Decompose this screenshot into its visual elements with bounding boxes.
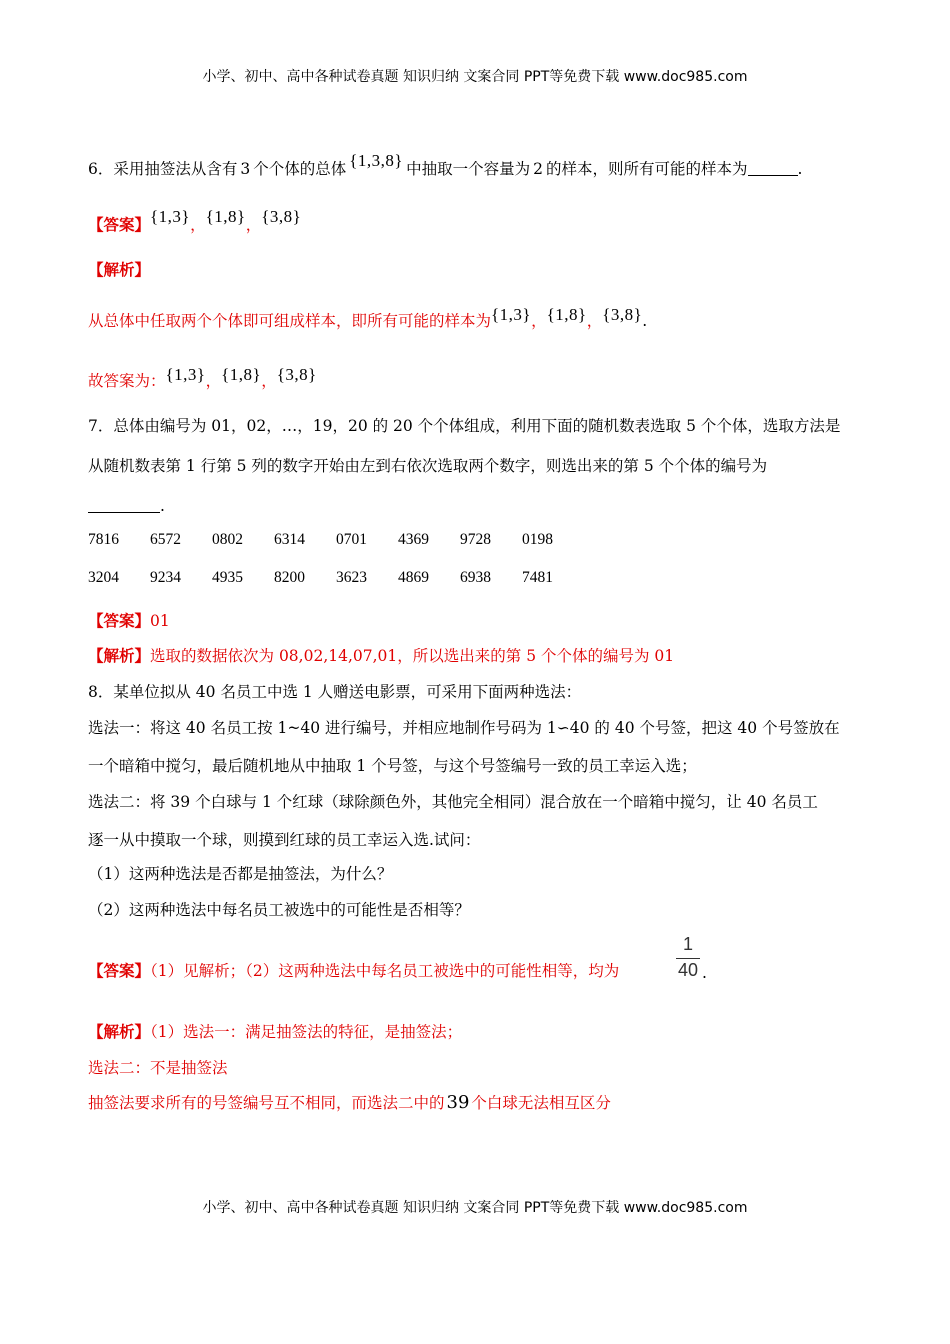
q6-stem-part: 中抽取一个容量为	[406, 160, 531, 178]
q6-stem-part: .	[797, 160, 803, 178]
q6-analysis-text: 从总体中任取两个个体即可组成样本，即所有可能的样本为	[88, 312, 492, 330]
q8-line-2: 选法一：将这 40 名员工按 1~40 进行编号，并相应地制作号码为 1∽40 的 40 个号签，把这 40 个号签放在	[88, 719, 840, 737]
analysis-label: 【解析】	[88, 1022, 151, 1041]
answer-label: 【答案】	[88, 215, 151, 234]
fraction-denominator: 40	[677, 960, 699, 980]
q6-analysis-label: 【解析】	[88, 260, 151, 279]
table-cell: 4369	[398, 531, 429, 548]
q7-line-2: 从随机数表第 1 行第 5 列的数字开始由左到右依次选取两个数字，则选出来的第 5 个个体的编号为	[88, 457, 768, 475]
q6-sample-3: {3,8}	[261, 207, 302, 226]
q6-num: 3	[240, 160, 251, 178]
q6-conclusion	[88, 365, 317, 391]
table-cell: 0198	[522, 531, 553, 548]
q6-sample-1: {1,3}	[165, 365, 206, 384]
q6-answer	[88, 207, 301, 235]
table-cell: 4935	[212, 569, 243, 586]
q8-answer	[88, 961, 619, 981]
separator: ，	[586, 312, 603, 330]
q6-sample-1: {1,3}	[491, 305, 532, 324]
q6-stem-part: 6．采用抽签法从含有	[88, 160, 238, 178]
q6-stem	[88, 151, 802, 179]
q8-sub-1: （1）这两种选法是否都是抽签法，为什么？	[88, 865, 393, 883]
table-cell: 7816	[88, 531, 119, 548]
q7-line-end: .	[160, 497, 165, 515]
random-number-table	[88, 531, 584, 587]
conclusion-label: 故答案为：	[88, 372, 166, 390]
table-cell: 4869	[398, 569, 429, 586]
q6-sample-3: {3,8}	[276, 365, 317, 384]
q8-analysis-text: （1）选法一：满足抽签法的特征，是抽签法；	[150, 1023, 463, 1041]
q6-stem-part: 个个体的总体	[253, 160, 347, 178]
q7-analysis-text: 选取的数据依次为 08,02,14,07,01，所以选出来的第 5 个个体的编号为 01	[150, 647, 675, 665]
q6-sample-1: {1,3}	[150, 207, 191, 226]
table-cell: 9234	[150, 569, 181, 586]
q8-line-4: 选法二：将 39 个白球与 1 个红球（球除颜色外，其他完全相同）混合放在一个暗箱中搅匀，让 40 名员工	[88, 793, 818, 811]
q7-analysis	[88, 646, 674, 666]
q8-line-1: 8．某单位拟从 40 名员工中选 1 人赠送电影票，可采用下面两种选法：	[88, 683, 582, 701]
table-cell: 0701	[336, 531, 367, 548]
q6-sample-2: {1,8}	[221, 365, 262, 384]
table-cell: 6572	[150, 531, 181, 548]
q7-line-1: 7．总体由编号为 01，02，…，19，20 的 20 个个体组成，利用下面的随机数表选取 5 个个体，选取方法是	[88, 417, 841, 435]
page-header: 小学、初中、高中各种试卷真题 知识归纳 文案合同 PPT等免费下载 www.doc985.com	[202, 69, 748, 85]
q6-sample-2: {1,8}	[205, 207, 246, 226]
q8-analysis-3	[88, 1093, 611, 1113]
q6-num: 2	[533, 160, 543, 178]
q8-analysis-text: 抽签法要求所有的号签编号互不相同，而选法二中的	[88, 1094, 445, 1112]
q8-line-5: 逐一从中摸取一个球，则摸到红球的员工幸运入选.试问：	[88, 831, 481, 849]
page-footer: 小学、初中、高中各种试卷真题 知识归纳 文案合同 PPT等免费下载 www.doc985.com	[202, 1200, 748, 1216]
separator: ，	[205, 372, 222, 390]
table-row-2	[88, 569, 584, 587]
q8-analysis-1	[88, 1022, 462, 1042]
table-cell: 6314	[274, 531, 305, 548]
q7-line-3	[88, 496, 165, 516]
analysis-label: 【解析】	[88, 646, 151, 665]
q8-sub-2: （2）这两种选法中每名员工被选中的可能性是否相等？	[88, 901, 470, 919]
separator: .	[642, 312, 648, 330]
table-cell: 0802	[212, 531, 243, 548]
fraction-bar	[676, 958, 700, 959]
q6-sample-3: {3,8}	[602, 305, 643, 324]
table-cell: 7481	[522, 569, 553, 586]
q8-analysis-num: 39	[446, 1092, 470, 1113]
separator: ，	[190, 216, 206, 234]
q8-analysis-2: 选法二：不是抽签法	[88, 1059, 228, 1077]
table-cell: 3204	[88, 569, 119, 586]
separator: ，	[245, 216, 262, 234]
q6-analysis	[88, 305, 647, 331]
q6-sample-2: {1,8}	[546, 305, 587, 324]
q8-line-3: 一个暗箱中搅匀，最后随机地从中抽取 1 个号签，与这个号签编号一致的员工幸运入选；	[88, 757, 697, 775]
q6-stem-part: 的样本，则所有可能的样本为	[545, 160, 748, 178]
q7-answer	[88, 611, 170, 631]
table-cell: 9728	[460, 531, 491, 548]
answer-label: 【答案】	[88, 961, 151, 980]
table-cell: 8200	[274, 569, 305, 586]
table-row-1	[88, 531, 584, 549]
q7-answer-value: 01	[150, 612, 170, 630]
answer-blank	[88, 498, 160, 513]
q8-answer-text: （1）见解析；（2）这两种选法中每名员工被选中的可能性相等，均为	[150, 962, 620, 980]
table-cell: 6938	[460, 569, 491, 586]
answer-label: 【答案】	[88, 611, 151, 630]
answer-blank	[748, 161, 798, 176]
q8-period: .	[702, 964, 707, 982]
fraction-numerator: 1	[682, 934, 693, 954]
q6-set-all: {1,3,8}	[349, 151, 404, 170]
table-cell: 3623	[336, 569, 367, 586]
separator: ，	[531, 312, 547, 330]
q8-analysis-text: 个白球无法相互区分	[471, 1094, 611, 1112]
separator: ，	[261, 372, 277, 390]
